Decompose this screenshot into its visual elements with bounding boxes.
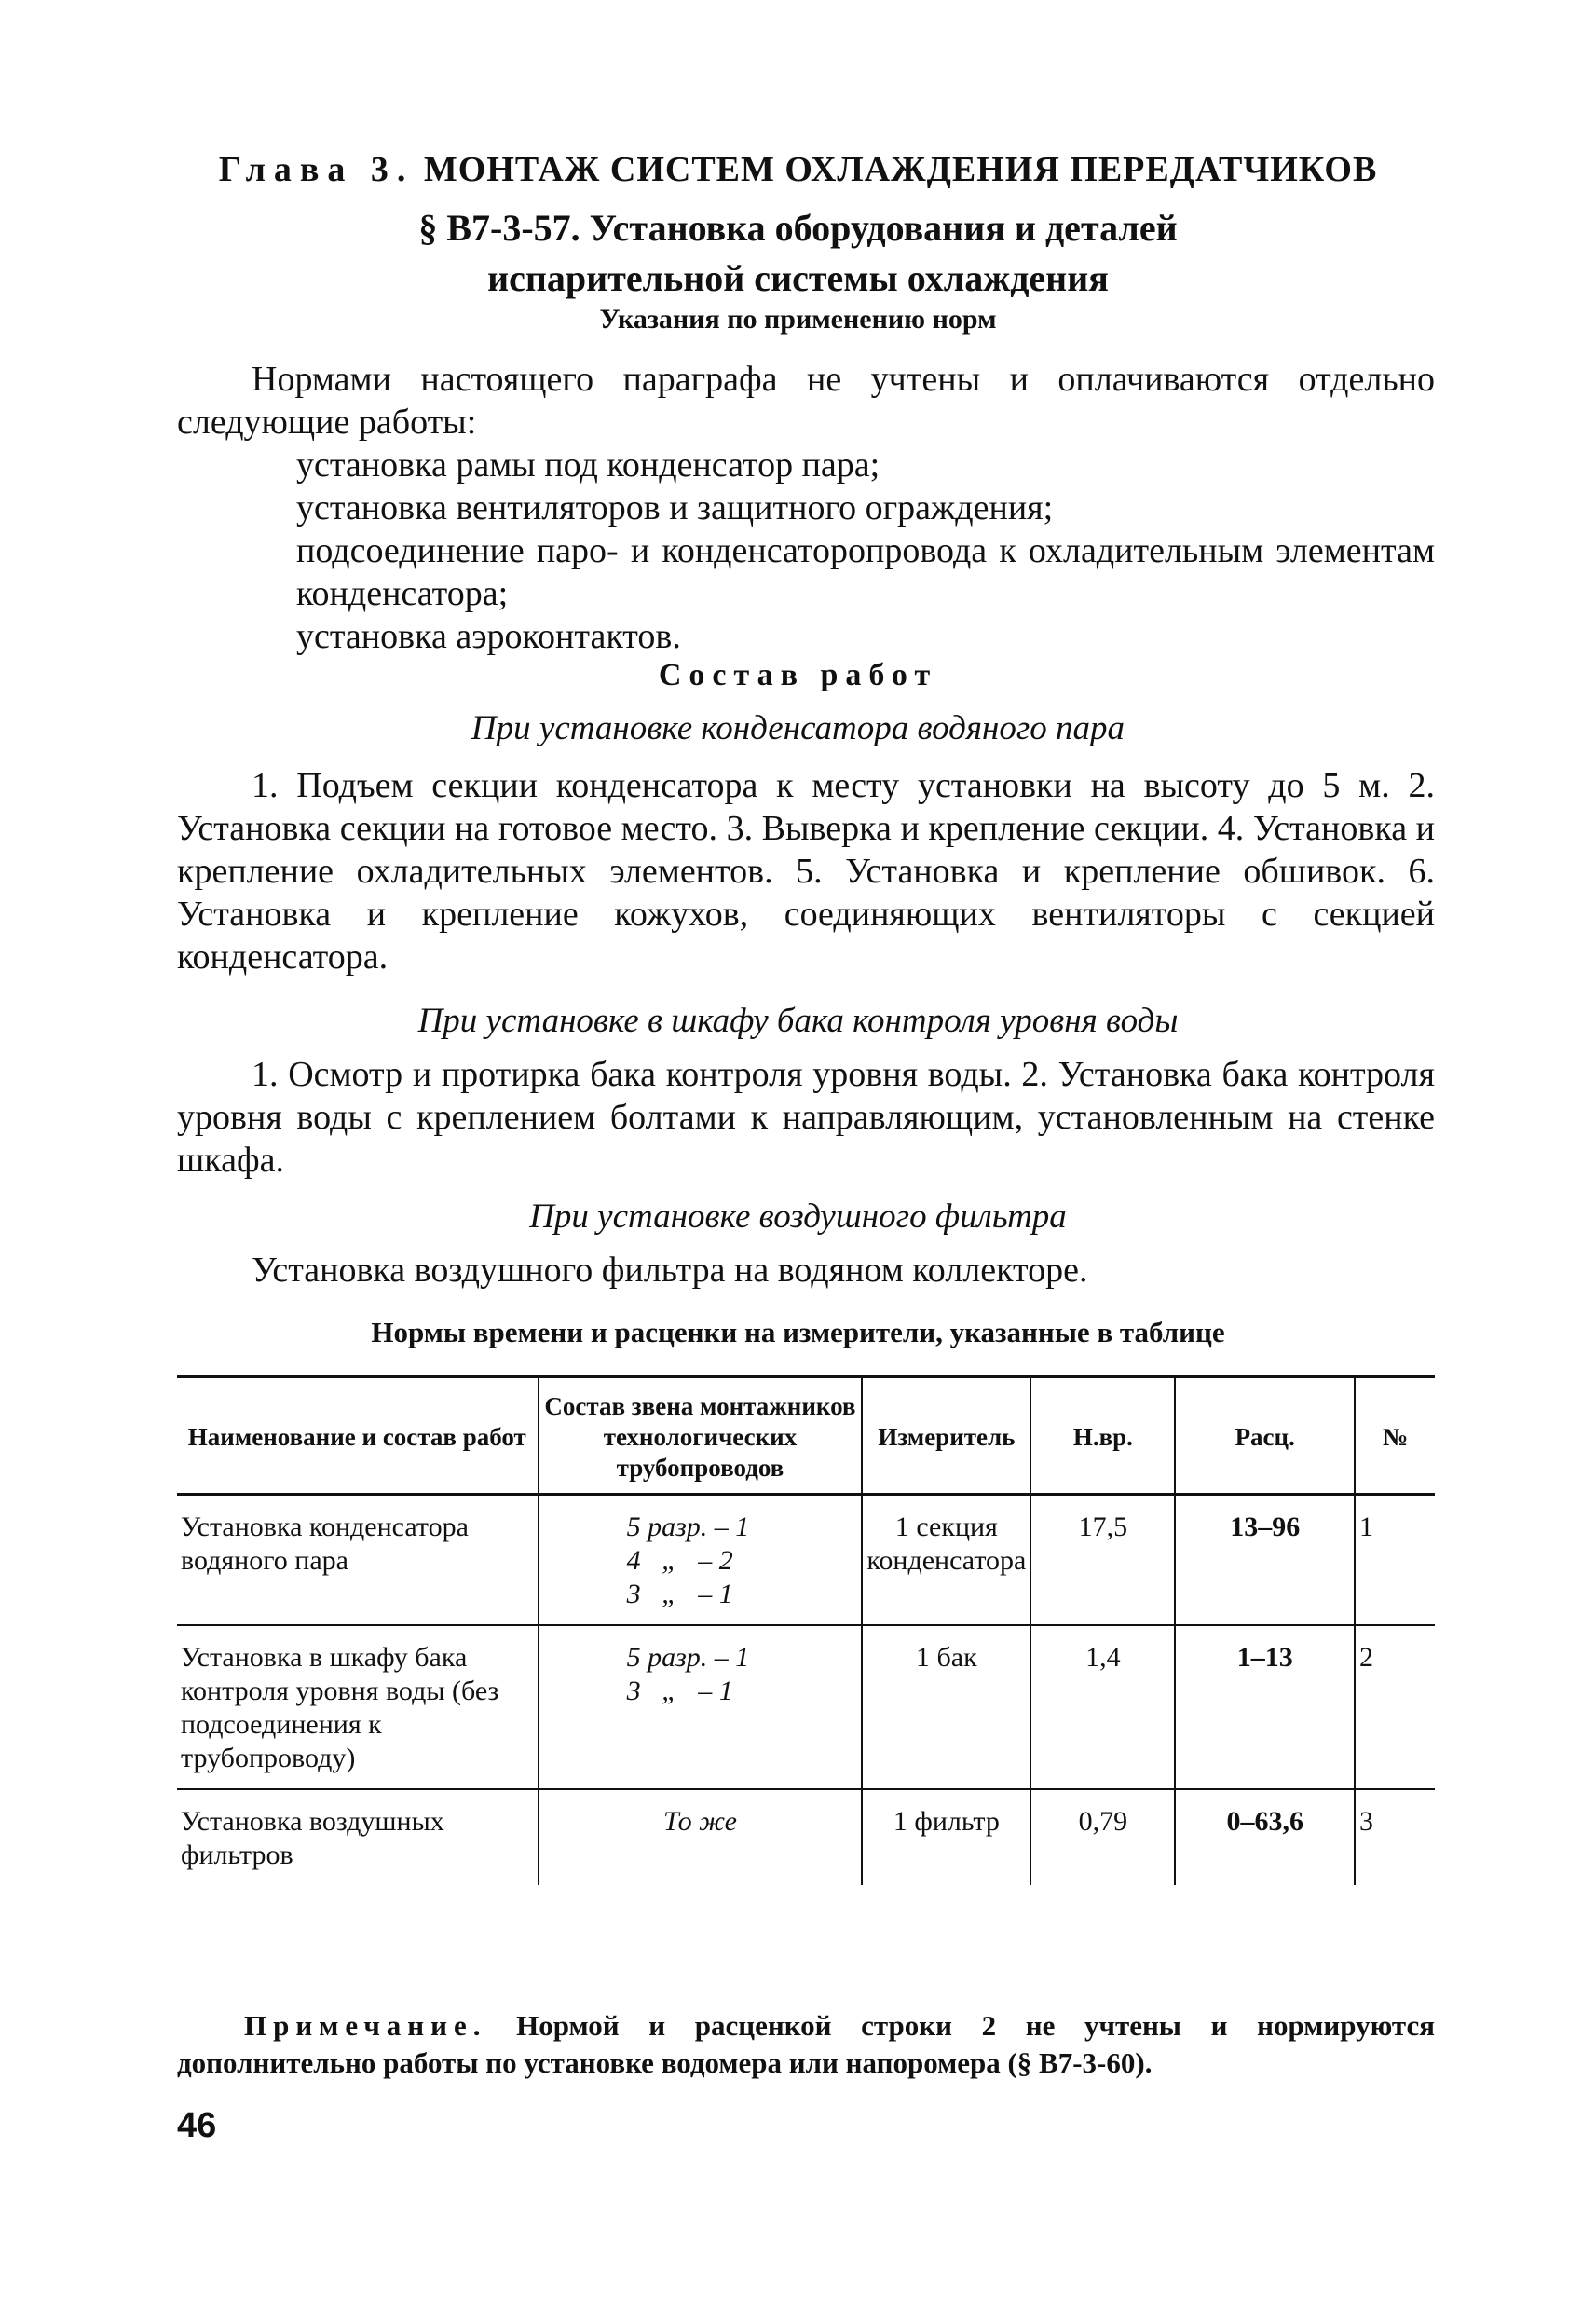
subsection-heading-condenser: При установке конденсатора водяного пара bbox=[471, 709, 1125, 747]
cell-crew: То же bbox=[539, 1789, 863, 1885]
crew-line: 3 „ – 1 bbox=[626, 1676, 733, 1706]
table-header-row bbox=[177, 1377, 1435, 1495]
cell-crew bbox=[539, 1495, 863, 1626]
crew-line: 5 разр. – 1 bbox=[626, 1642, 750, 1673]
note-label: Примечание. bbox=[244, 2009, 487, 2042]
intro-paragraph: Нормами настоящего параграфа не учтены и оплачиваются отдельно следующие работы: bbox=[177, 360, 1435, 442]
cell-unit: 1 секция конденсатора bbox=[862, 1495, 1030, 1626]
chapter-heading bbox=[0, 149, 1596, 190]
excluded-works-list bbox=[296, 444, 1435, 658]
section-title-line-1: § В7-3-57. Установка оборудования и деталей bbox=[418, 207, 1178, 249]
subsection-text-filter: Установка воздушного фильтра на водяном коллекторе. bbox=[252, 1251, 1088, 1290]
list-item: установка вентиляторов и защитного ограждения; bbox=[296, 488, 1054, 527]
subsection-heading-tank: При установке в шкафу бака контроля уровня воды bbox=[417, 1002, 1179, 1040]
table-row bbox=[177, 1495, 1435, 1626]
cell-unit: 1 фильтр bbox=[862, 1789, 1030, 1885]
cell-name: Установка воздушных фильтров bbox=[181, 1806, 444, 1870]
cell-number: 3 bbox=[1355, 1789, 1435, 1885]
header-crew: Состав звена монтажников технологических трубопроводов bbox=[539, 1377, 863, 1495]
section-title bbox=[0, 203, 1596, 304]
cell-name: Установка в шкафу бака контроля уровня воды (без подсоединения к трубопроводу) bbox=[177, 1625, 539, 1789]
cell-time: 17,5 bbox=[1030, 1495, 1175, 1626]
note-text: Нормой и расценкой строки 2 не учтены и нормируются дополнительно работы по установке водомера или напоромера (§ В7-3-60). bbox=[177, 2009, 1435, 2079]
header-number: № bbox=[1355, 1377, 1435, 1495]
table-note bbox=[177, 2007, 1435, 2082]
chapter-prefix: Глава 3. bbox=[218, 150, 415, 189]
cell-time: 0,79 bbox=[1030, 1789, 1175, 1885]
cell-price: 0–63,6 bbox=[1175, 1789, 1355, 1885]
header-time: Н.вр. bbox=[1030, 1377, 1175, 1495]
subsection-heading-filter: При установке воздушного фильтра bbox=[529, 1197, 1067, 1236]
list-item: установка рамы под конденсатор пара; bbox=[296, 445, 880, 485]
subsection-text-tank: 1. Осмотр и протирка бака контроля уровня воды. 2. Установка бака контроля уровня воды с креплением болтами к направляющим, установленным на стенке шкафа. bbox=[177, 1055, 1435, 1180]
cell-name: Установка конденсатора водяного пара bbox=[177, 1495, 539, 1626]
header-price: Расц. bbox=[1175, 1377, 1355, 1495]
list-item: подсоединение паро- и конденсаторопровода к охладительным элементам конденсатора; bbox=[296, 531, 1435, 613]
table-title: Нормы времени и расценки на измерители, указанные в таблице bbox=[371, 1316, 1225, 1348]
header-name: Наименование и состав работ bbox=[177, 1377, 539, 1495]
page-number: 46 bbox=[177, 2106, 217, 2145]
cell-price: 13–96 bbox=[1175, 1495, 1355, 1626]
cell-number: 2 bbox=[1355, 1625, 1435, 1789]
list-item: установка аэроконтактов. bbox=[296, 617, 681, 656]
chapter-title: МОНТАЖ СИСТЕМ ОХЛАЖДЕНИЯ ПЕРЕДАТЧИКОВ bbox=[423, 150, 1378, 189]
table-row bbox=[177, 1625, 1435, 1789]
crew-line: 3 „ – 1 bbox=[626, 1579, 733, 1609]
subsection-text-condenser: 1. Подъем секции конденсатора к месту установки на высоту до 5 м. 2. Установка секции на готовое место. 3. Выверка и крепление секции. 4. Установка и крепление охладительных элементов. 5. Установка и крепление обшивок. 6. Установка и крепление кожухов, соединяющих вентиляторы с секцией конденсатора. bbox=[177, 766, 1435, 977]
cell-number: 1 bbox=[1355, 1495, 1435, 1626]
work-composition-heading: Состав работ bbox=[658, 658, 938, 692]
cell-unit: 1 бак bbox=[862, 1625, 1030, 1789]
norms-table bbox=[177, 1375, 1435, 1885]
section-title-line-2: испарительной системы охлаждения bbox=[487, 257, 1109, 299]
header-unit: Измеритель bbox=[862, 1377, 1030, 1495]
crew-line: 4 „ – 2 bbox=[626, 1545, 733, 1576]
guidance-heading: Указания по применению норм bbox=[599, 304, 997, 335]
cell-time: 1,4 bbox=[1030, 1625, 1175, 1789]
table-row bbox=[177, 1789, 1435, 1885]
cell-price: 1–13 bbox=[1175, 1625, 1355, 1789]
cell-crew bbox=[539, 1625, 863, 1789]
crew-line: 5 разр. – 1 bbox=[626, 1512, 750, 1542]
